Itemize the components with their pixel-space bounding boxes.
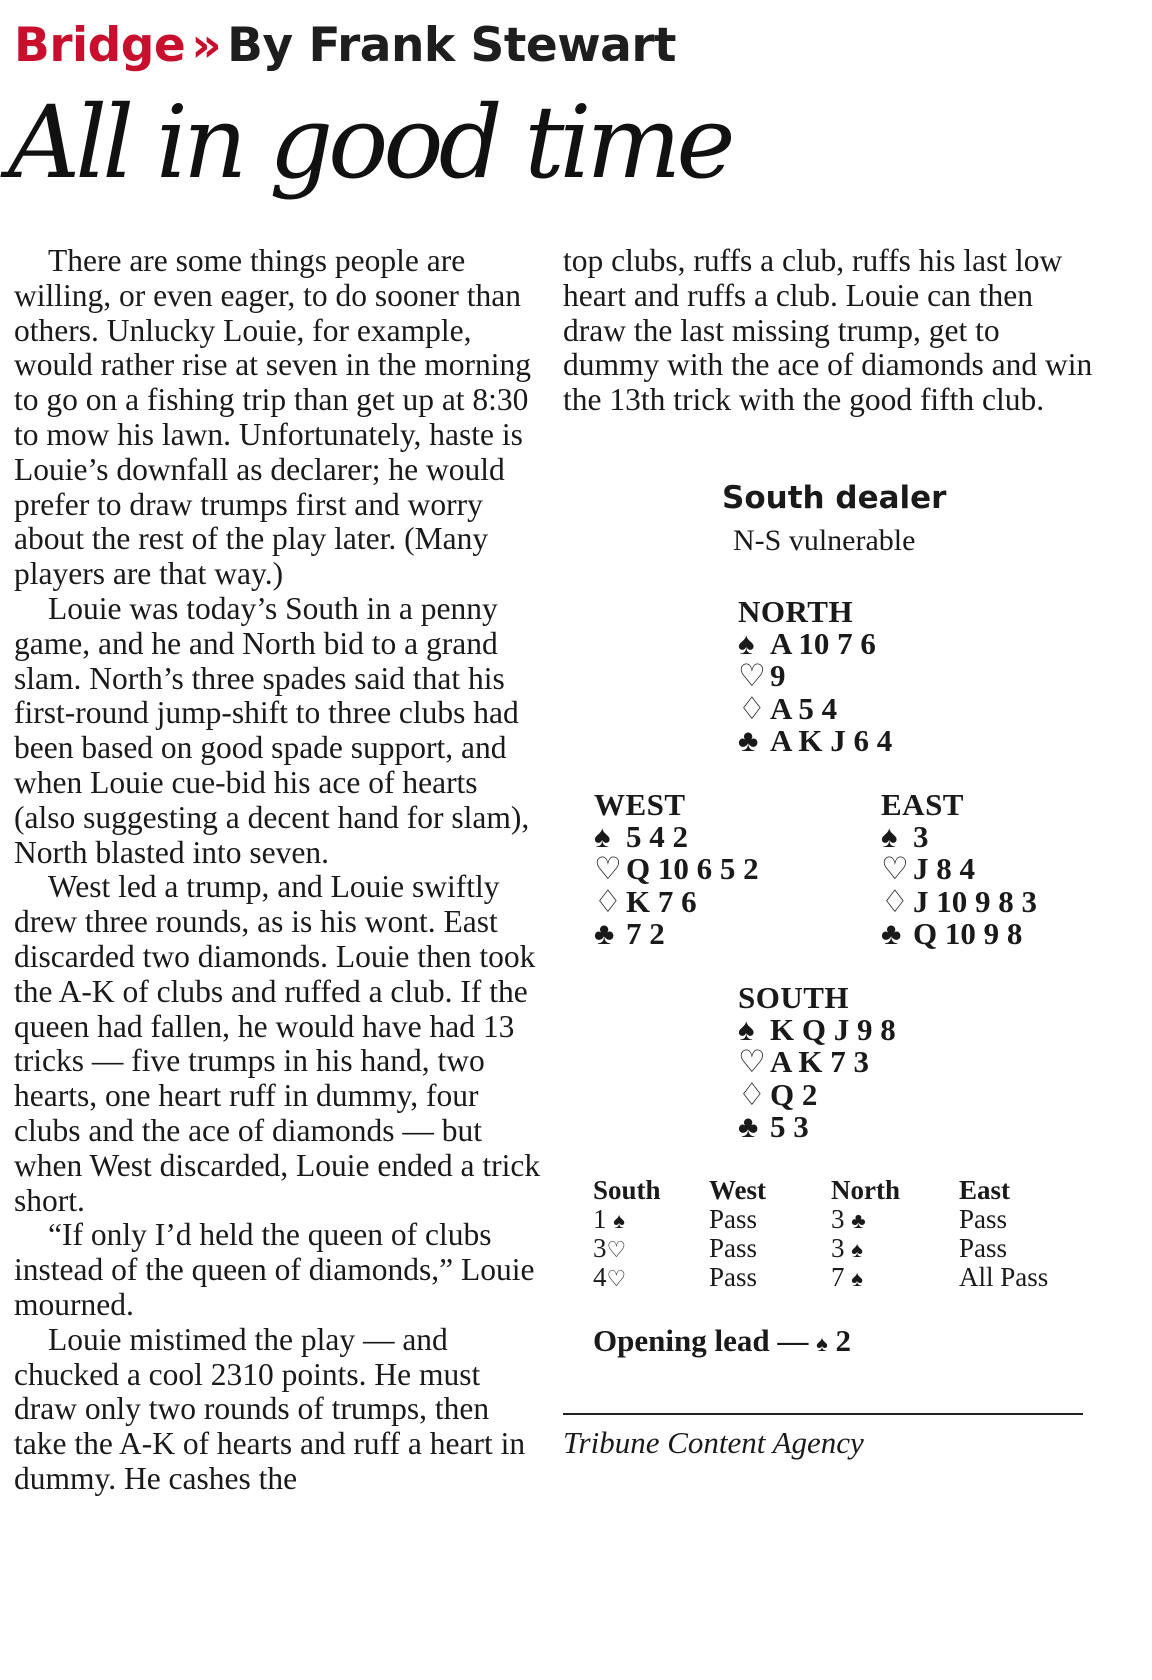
club-icon: ♣ (881, 915, 902, 951)
hearts-holding (738, 1046, 896, 1078)
card-list: Q 10 6 5 2 (626, 851, 759, 887)
clubs-holding (738, 1108, 896, 1144)
bid-cell: Pass (959, 1233, 1008, 1263)
spades-holding (738, 628, 892, 660)
bid-cell: Pass (709, 1262, 758, 1292)
club-icon: ♣ (738, 1108, 759, 1144)
card-list: Q 10 9 8 (913, 915, 1023, 951)
bid-level: 7 (831, 1262, 845, 1292)
bid-level: 1 (593, 1204, 607, 1234)
card-list: K 7 6 (626, 883, 697, 919)
card-list: A K J 6 4 (770, 722, 893, 758)
heart-icon: ♡ (738, 1044, 766, 1080)
bid-cell (831, 1234, 900, 1263)
hand-label: WEST (594, 787, 686, 822)
heart-icon: ♡ (606, 1266, 627, 1291)
hearts-holding (738, 660, 892, 692)
club-icon: ♣ (594, 915, 615, 951)
card-list: Q 2 (770, 1076, 818, 1112)
diamond-icon: ♢ (738, 690, 766, 726)
bid-cell (593, 1263, 661, 1292)
opening-lead (593, 1323, 851, 1359)
card-list: 5 4 2 (626, 819, 688, 855)
bid-cell (831, 1205, 900, 1234)
card-list: K Q J 9 8 (770, 1012, 896, 1048)
diamond-icon: ♢ (594, 883, 622, 919)
divider (563, 1413, 1083, 1415)
bid-cell (593, 1234, 661, 1263)
body-paragraph: top clubs, ruffs a club, ruffs his last low heart and ruffs a club. Louie can then draw the last missing trump, get to dummy with the ace of diamonds and win the 13th trick with the good fifth club. (563, 243, 1093, 418)
article-title: All in good time (8, 84, 731, 201)
hand-label: NORTH (738, 594, 854, 629)
spades-holding (738, 1014, 896, 1046)
bid-header: South (593, 1175, 661, 1205)
card-list: 9 (770, 658, 786, 694)
body-paragraph: Louie was today’s South in a penny game, and he and North bid to a grand slam. North’s three spades said that his first-round jump-shift to three clubs had been based on good spade support, and when Louie cue-bid his ace of hearts (also suggesting a decent hand for slam), North blasted into seven. (14, 590, 530, 870)
bid-cell (593, 1205, 661, 1234)
diamond-icon: ♢ (738, 1076, 766, 1112)
hand-label: EAST (881, 787, 964, 822)
section-label: Bridge (14, 18, 186, 73)
diamonds-holding (594, 883, 759, 919)
card-list: 3 (913, 819, 929, 855)
card-list: J 8 4 (913, 851, 975, 887)
heart-icon: ♡ (881, 851, 909, 887)
spade-icon: ♠ (738, 626, 755, 662)
hand-label: SOUTH (738, 980, 850, 1015)
diamonds-holding (881, 883, 1037, 919)
spades-holding (881, 821, 1037, 853)
bid-level: 4 (593, 1262, 607, 1292)
bid-column-west (709, 1176, 766, 1292)
west-hand (594, 789, 759, 950)
spade-icon: ♠ (881, 819, 898, 855)
hearts-holding (594, 853, 759, 885)
card-list: A 10 7 6 (770, 626, 876, 662)
east-hand (881, 789, 1037, 950)
bid-level: 3 (831, 1233, 845, 1263)
spade-icon: ♠ (738, 1012, 755, 1048)
diamonds-holding (738, 690, 892, 726)
body-paragraph: “If only I’d held the queen of clubs instead of the queen of diamonds,” Louie mourned. (14, 1217, 535, 1322)
bid-cell (831, 1263, 900, 1292)
hearts-holding (881, 853, 1037, 885)
body-paragraph: West led a trump, and Louie swiftly drew three rounds, as is his wont. East discarded two diamonds. Louie then took the A-K of clubs and ruffed a club. If the queen had fallen, he would have had 13 tricks — five trumps in his hand, two hearts, one heart ruff in dummy, four clubs and the ace of diamonds — but when West discarded, Louie ended a trick short. (14, 869, 541, 1218)
diamond-icon: ♢ (881, 883, 909, 919)
heart-icon: ♡ (594, 851, 622, 887)
spades-holding (594, 821, 759, 853)
bid-header: West (709, 1175, 766, 1205)
bid-cell: Pass (709, 1233, 758, 1263)
bid-level: 3 (593, 1233, 607, 1263)
bid-level: 3 (831, 1204, 845, 1234)
syndication-credit: Tribune Content Agency (563, 1425, 864, 1460)
card-list: 7 2 (626, 915, 665, 951)
diamonds-holding (738, 1076, 896, 1112)
vulnerability-label: N-S vulnerable (733, 524, 916, 557)
bid-header: North (831, 1175, 900, 1205)
clubs-holding (738, 722, 893, 758)
bid-header: East (959, 1175, 1011, 1205)
opening-lead-card: 2 (835, 1323, 852, 1358)
opening-lead-label: Opening lead — (593, 1323, 809, 1358)
spade-icon: ♠ (594, 819, 611, 855)
spade-icon: ♠ (851, 1237, 863, 1262)
bid-column-north (831, 1176, 900, 1292)
card-list: J 10 9 8 3 (913, 883, 1037, 919)
south-hand (738, 982, 896, 1143)
clubs-holding (594, 915, 759, 951)
club-icon: ♣ (851, 1208, 866, 1233)
card-list: A 5 4 (770, 690, 838, 726)
bid-column-south (593, 1176, 661, 1292)
article-body-right-column (563, 244, 1093, 418)
spade-icon: ♠ (851, 1266, 863, 1291)
north-hand (738, 596, 892, 757)
byline: By Frank Stewart (227, 18, 677, 73)
bid-cell: Pass (959, 1204, 1008, 1234)
heart-icon: ♡ (738, 658, 766, 694)
spade-icon: ♠ (613, 1208, 625, 1233)
club-icon: ♣ (738, 722, 759, 758)
bid-column-east (959, 1176, 1048, 1292)
dealer-label: South dealer (722, 480, 947, 516)
section-separator: » (191, 18, 222, 73)
article-body-left-column (14, 244, 546, 1497)
bid-cell: Pass (709, 1204, 758, 1234)
heart-icon: ♡ (606, 1237, 627, 1262)
spade-icon: ♠ (816, 1331, 828, 1356)
body-paragraph: There are some things people are willing, or even eager, to do sooner than others. Unlucky Louie, for example, would rather rise at seven in the morning to go on a fishing trip than get up at 8:30 to mow his lawn. Unfortunately, haste is Louie’s downfall as declarer; he would prefer to draw trumps first and worry about the rest of the play later. (Many players are that way.) (14, 243, 531, 592)
body-paragraph: Louie mistimed the play — and chucked a cool 2310 points. He must draw only two rounds of trumps, then take the A-K of hearts and ruff a heart in dummy. He cashes the (14, 1321, 526, 1496)
card-list: A K 7 3 (770, 1044, 870, 1080)
clubs-holding (881, 915, 1037, 951)
bid-cell: All Pass (959, 1262, 1049, 1292)
card-list: 5 3 (770, 1108, 809, 1144)
column-header (14, 18, 676, 73)
